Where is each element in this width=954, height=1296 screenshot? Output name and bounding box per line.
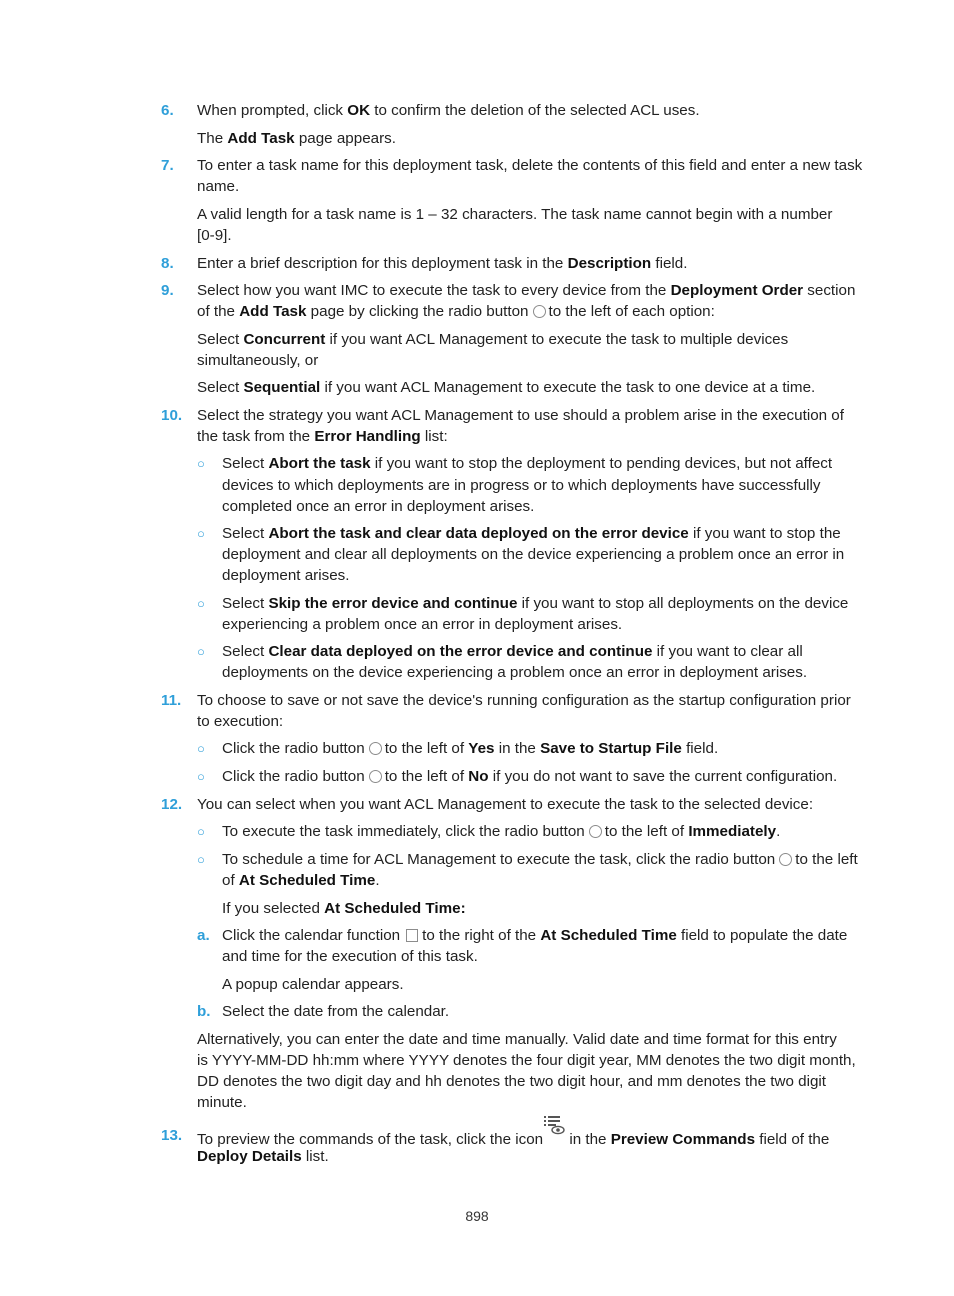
text-line [222, 615, 622, 635]
text-line [197, 351, 318, 371]
bold-term: At Scheduled Time [540, 927, 677, 944]
text-run: if you want ACL Management to execute the task to one device at a time. [320, 379, 816, 396]
text-run: Click the radio button [222, 740, 365, 757]
text-run: To enter a task name for this deployment task, delete the contents of this field and enter a new task [197, 157, 863, 174]
step-number: 8. [161, 255, 174, 272]
bold-term: Abort the task [268, 455, 371, 472]
text-run: Select [222, 595, 269, 612]
text-run: To execute the task immediately, click the radio button [222, 823, 585, 840]
radio-button-icon[interactable] [369, 742, 382, 755]
text-line [222, 524, 841, 544]
text-run: If you selected [222, 900, 325, 917]
text-run: You can select when you want ACL Management to execute the task to the selected device: [197, 796, 814, 813]
radio-button-icon[interactable] [533, 305, 546, 318]
text-run: in the [494, 740, 541, 757]
text-run: page by clicking the radio button [306, 303, 529, 320]
bold-term: Error Handling [314, 428, 421, 445]
text-run: To schedule a time for ACL Management to execute the task, click the radio button [222, 851, 776, 868]
text-run: Click the radio button [222, 768, 365, 785]
text-run: . [375, 872, 380, 889]
text-line [222, 594, 848, 614]
bold-term: Concurrent [243, 331, 326, 348]
bold-term: Abort the task and clear data deployed on the error device [268, 525, 689, 542]
bold-term: Clear data deployed on the error device and continue [268, 643, 653, 660]
text-line [197, 254, 687, 274]
bold-term: OK [347, 102, 371, 119]
text-line [222, 899, 466, 919]
text-line [222, 850, 858, 870]
text-line [197, 712, 283, 732]
text-run: if you want to stop the [688, 525, 841, 542]
calendar-icon[interactable] [406, 929, 418, 942]
text-line [222, 454, 832, 474]
text-run: section [803, 282, 856, 299]
text-run: Enter a brief description for this deployment task in the [197, 255, 568, 272]
text-line [222, 739, 718, 759]
text-line [222, 566, 349, 586]
text-run: to the left of [384, 768, 469, 785]
text-run: to execution: [197, 713, 284, 730]
text-line [197, 226, 232, 246]
step-number: 7. [161, 157, 174, 174]
text-run: and time for the execution of this task. [222, 948, 478, 965]
text-run: field to populate the date [676, 927, 848, 944]
text-run: the task from the [197, 428, 315, 445]
text-run: Select [222, 455, 269, 472]
text-line [197, 129, 396, 149]
text-line [222, 871, 380, 891]
text-run: page appears. [294, 130, 396, 147]
step-number: a. [197, 927, 210, 944]
bold-term: Skip the error device and continue [268, 595, 518, 612]
text-run: To choose to save or not save the device's running configuration as the startup configuration prior [197, 692, 851, 709]
text-line [222, 476, 821, 496]
text-run: to the left of [604, 823, 689, 840]
page-number: 898 [465, 1208, 489, 1224]
text-line [197, 302, 715, 322]
bold-term: Yes [468, 740, 495, 757]
text-run: if you want ACL Management to execute the task to multiple devices [325, 331, 789, 348]
text-run: list. [301, 1148, 329, 1165]
text-run: A valid length for a task name is 1 – 32 characters. The task name cannot begin with a number [197, 206, 833, 223]
bold-term: Description [567, 255, 652, 272]
text-run: Click the calendar function [222, 927, 401, 944]
text-run: A popup calendar appears. [222, 976, 404, 993]
text-run: deployments on the device experiencing a problem once an error in deployment arises. [222, 664, 808, 681]
radio-button-icon[interactable] [589, 825, 602, 838]
text-line [222, 663, 807, 683]
text-run: experiencing a problem once an error in deployment arises. [222, 616, 623, 633]
text-run: field. [651, 255, 688, 272]
text-run: When prompted, click [197, 102, 348, 119]
bold-term: No [468, 768, 489, 785]
radio-button-icon[interactable] [779, 853, 792, 866]
text-line [197, 177, 239, 197]
text-line [197, 378, 815, 398]
text-run: name. [197, 178, 240, 195]
text-run: field of the [755, 1131, 830, 1148]
text-line [197, 1093, 247, 1113]
text-run: if you want to stop the deployment to pending devices, but not affect [370, 455, 833, 472]
text-line [197, 1051, 856, 1071]
step-number: 10. [161, 407, 183, 424]
step-number: 11. [161, 692, 182, 709]
text-run: to confirm the deletion of the selected ACL uses. [370, 102, 700, 119]
step-number: 12. [161, 796, 183, 813]
bold-term: Deploy Details [197, 1148, 302, 1165]
text-run: minute. [197, 1094, 247, 1111]
text-run: simultaneously, or [197, 352, 319, 369]
text-line [222, 767, 837, 787]
text-run: The [197, 130, 228, 147]
text-run: in the [565, 1131, 611, 1148]
text-line [222, 642, 803, 662]
text-run: deployment and clear all deployments on the device experiencing a problem once an error in [222, 546, 845, 563]
text-run: of [222, 872, 239, 889]
text-run: deployment arises. [222, 567, 350, 584]
text-line [197, 281, 855, 301]
text-run: of the [197, 303, 240, 320]
text-run: Select [197, 379, 244, 396]
bold-term: Add Task [227, 130, 295, 147]
text-line [197, 1147, 329, 1167]
text-run: to the left [795, 851, 858, 868]
bullet-marker-icon: ○ [197, 596, 205, 611]
text-run: Alternatively, you can enter the date and time manually. Valid date and time format for this entry [197, 1031, 837, 1048]
text-run: to the left of [384, 740, 469, 757]
bullet-marker-icon: ○ [197, 644, 205, 659]
step-number: 9. [161, 282, 174, 299]
text-line [222, 1002, 449, 1022]
radio-button-icon[interactable] [369, 770, 382, 783]
text-line [197, 1072, 826, 1092]
text-line [197, 156, 862, 176]
text-run: if you want to stop all deployments on the device [517, 595, 849, 612]
bold-term: Preview Commands [610, 1131, 756, 1148]
text-line [222, 926, 847, 946]
text-line [197, 101, 700, 121]
text-run: to the right of the [422, 927, 541, 944]
text-line [222, 975, 404, 995]
text-run: to the left of each option: [548, 303, 715, 320]
bold-term: Immediately [688, 823, 777, 840]
text-run: Select [197, 331, 244, 348]
text-run: is YYYY-MM-DD hh:mm where YYYY denotes the four digit year, MM denotes the two digit month, [197, 1052, 856, 1069]
text-line [197, 1030, 837, 1050]
text-line [197, 330, 788, 350]
bold-term: At Scheduled Time [238, 872, 376, 889]
bullet-marker-icon: ○ [197, 741, 205, 756]
step-number: 13. [161, 1127, 183, 1144]
bullet-marker-icon: ○ [197, 824, 205, 839]
bold-term: Deployment Order [670, 282, 804, 299]
text-line [197, 691, 851, 711]
text-line [197, 205, 832, 225]
text-line [222, 822, 780, 842]
text-run: Select how you want IMC to execute the task to every device from the [197, 282, 671, 299]
bullet-marker-icon: ○ [197, 852, 205, 867]
text-run: Select the strategy you want ACL Management to use should a problem arise in the execution of [197, 407, 844, 424]
text-line [197, 427, 448, 447]
text-run: To preview the commands of the task, click the icon [197, 1131, 544, 1148]
bullet-marker-icon: ○ [197, 769, 205, 784]
text-run: Select [222, 643, 269, 660]
text-line [222, 545, 844, 565]
text-line [222, 947, 478, 967]
text-run: [0-9]. [197, 227, 232, 244]
text-run: . [776, 823, 781, 840]
text-run: Select the date from the calendar. [222, 1003, 450, 1020]
text-line [222, 497, 534, 517]
bold-term: Save to Startup File [540, 740, 682, 757]
text-run: Select [222, 525, 269, 542]
text-line [197, 795, 813, 815]
step-number: b. [197, 1003, 211, 1020]
text-run: if you want to clear all [652, 643, 803, 660]
bold-term: At Scheduled Time: [324, 900, 466, 917]
text-run: DD denotes the two digit day and hh denotes the two digit hour, and mm denotes the two digit [197, 1073, 826, 1090]
preview-commands-icon[interactable] [543, 1126, 565, 1146]
bold-term: Add Task [239, 303, 307, 320]
text-run: list: [420, 428, 448, 445]
text-run: if you do not want to save the current configuration. [488, 768, 838, 785]
bullet-marker-icon: ○ [197, 526, 205, 541]
text-run: completed once an error in deployment arises. [222, 498, 535, 515]
text-line [197, 406, 844, 426]
text-run: field. [681, 740, 719, 757]
step-number: 6. [161, 102, 174, 119]
bold-term: Sequential [243, 379, 321, 396]
text-run: devices to which deployments are in progress or to which deployments have successfully [222, 477, 821, 494]
bullet-marker-icon: ○ [197, 456, 205, 471]
